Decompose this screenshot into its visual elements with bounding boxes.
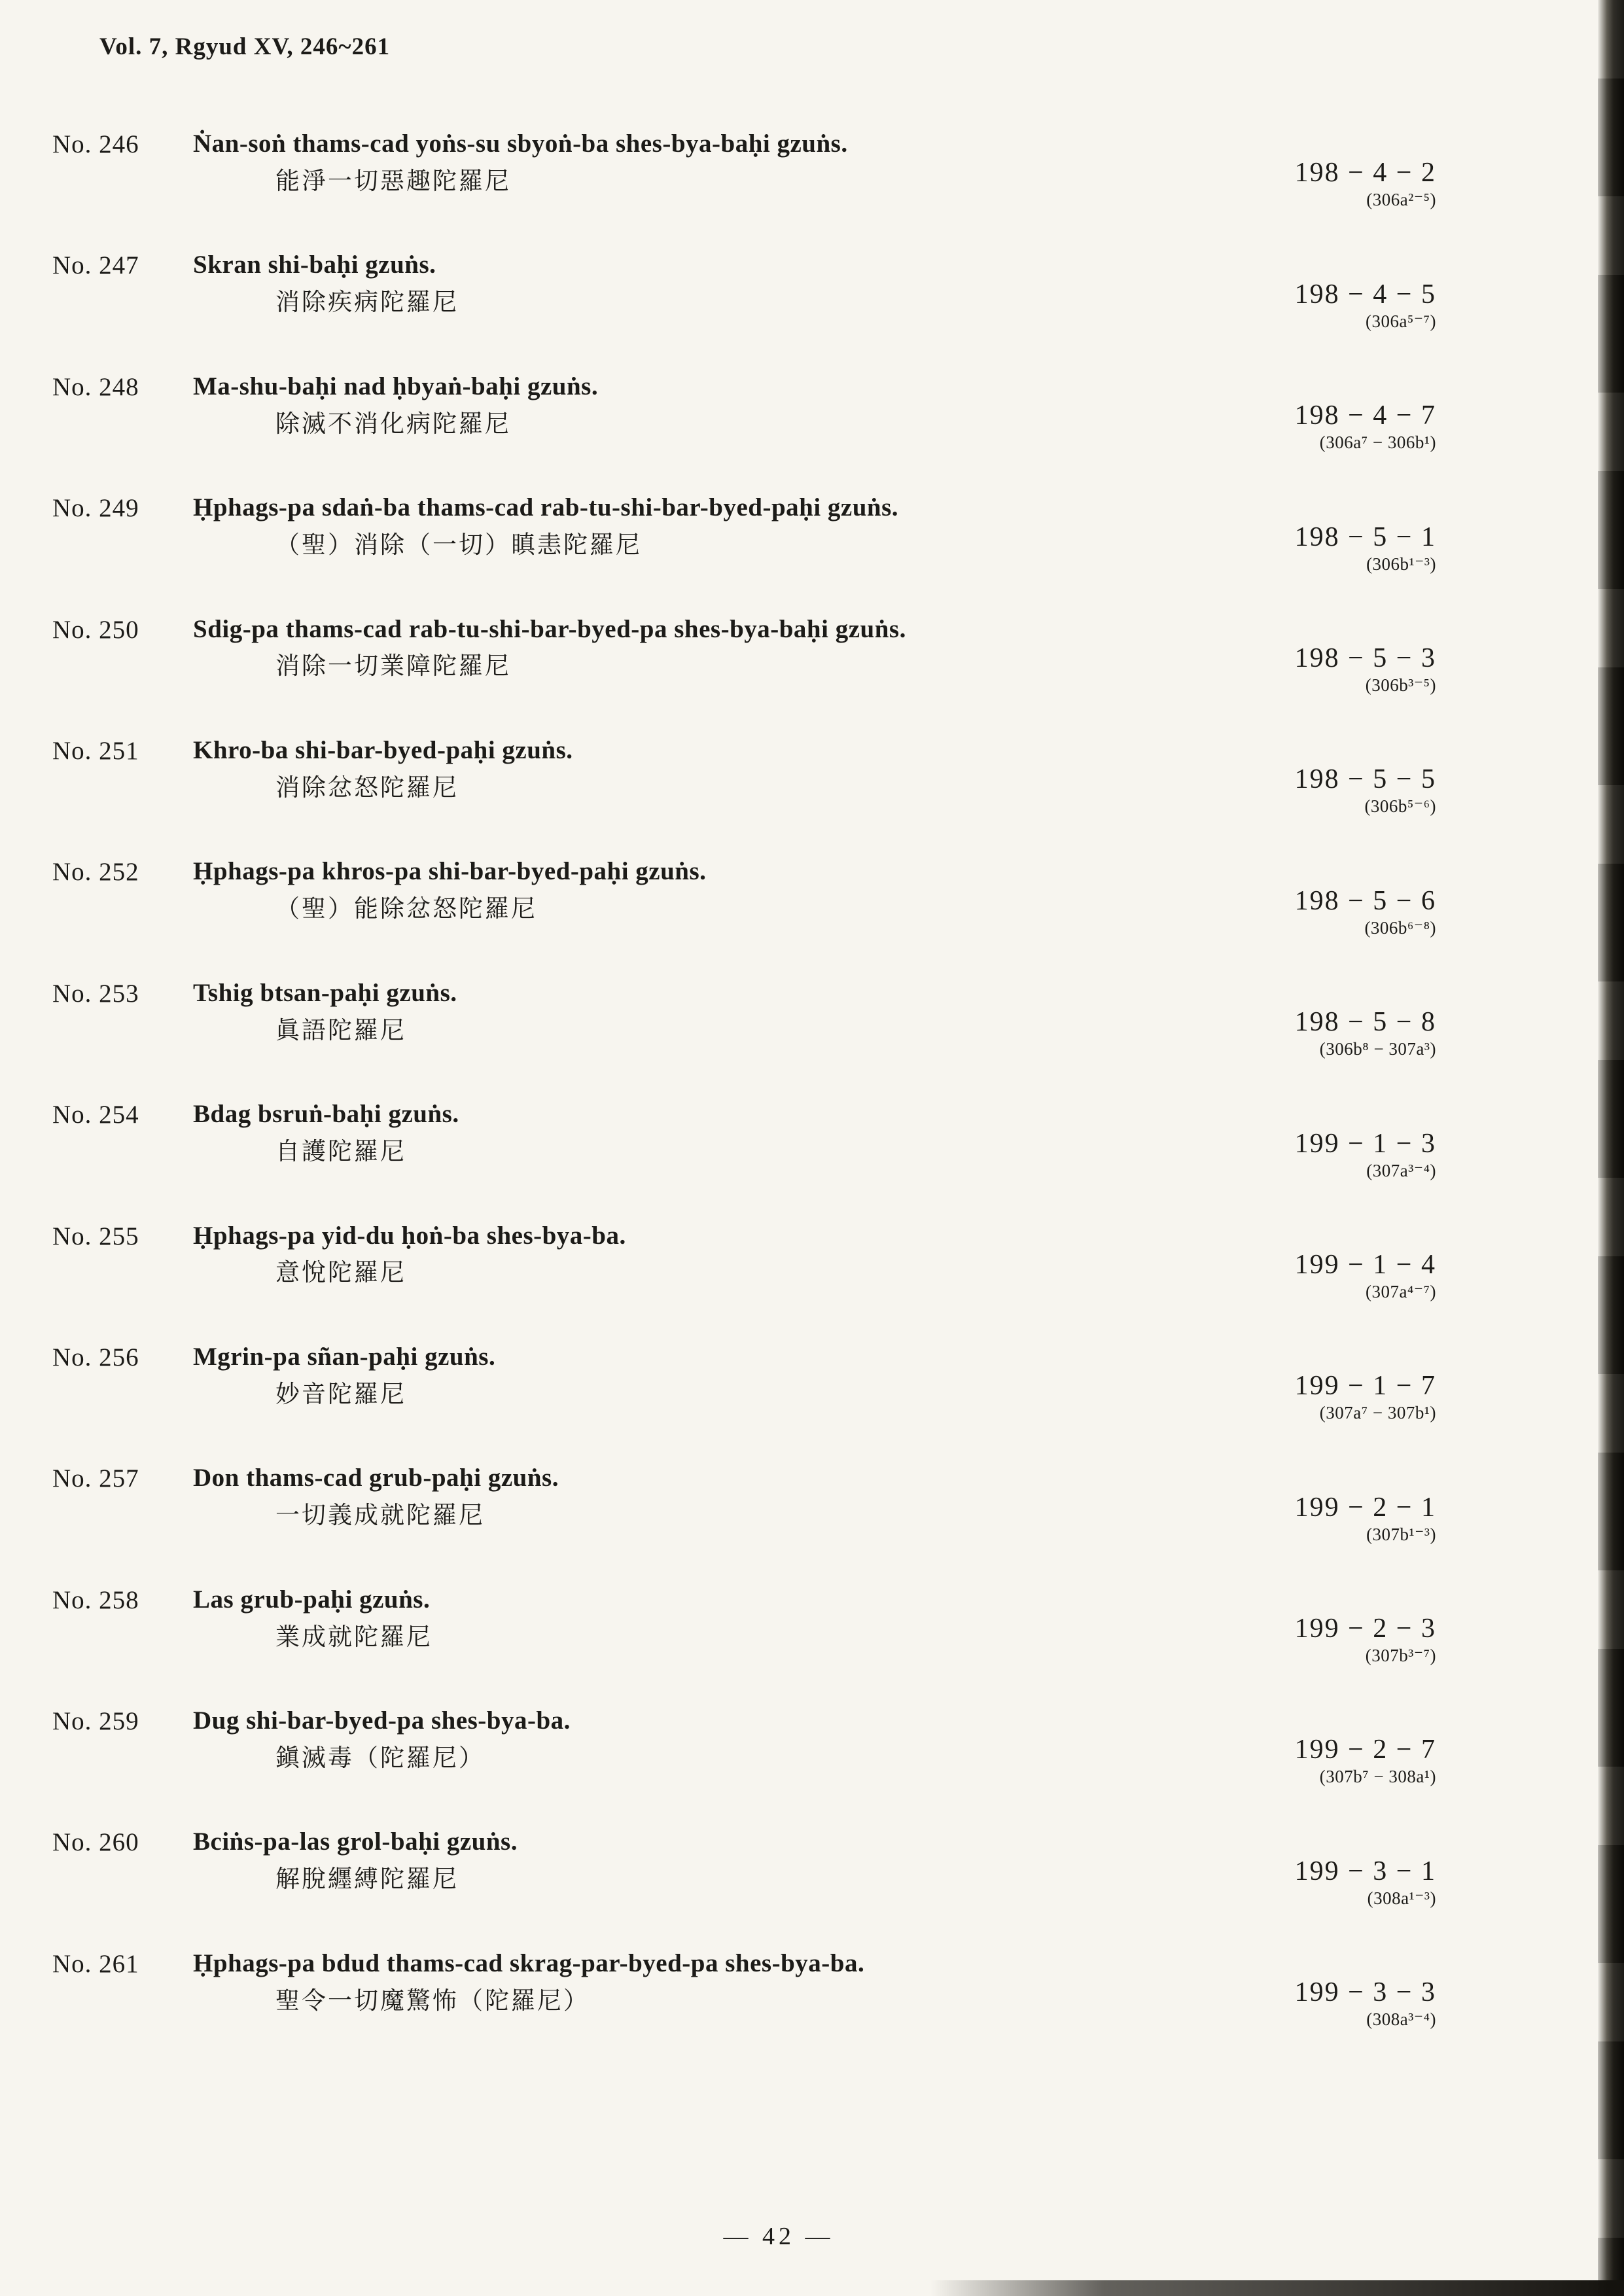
catalog-entry — [52, 1828, 1436, 1908]
catalog-entry — [52, 493, 1436, 574]
catalog-entry — [52, 1706, 1436, 1787]
entry-reference-block — [1220, 157, 1436, 210]
entry-reference-block — [1220, 643, 1436, 696]
entry-reference-number: 198 − 5 − 6 — [1294, 885, 1436, 916]
entry-chinese-title: 眞語陀羅尼 — [275, 1017, 406, 1044]
entry-number: No. 248 — [52, 372, 139, 401]
catalog-entry — [52, 978, 1436, 1059]
entry-number: No. 261 — [52, 1949, 139, 1978]
entry-chinese-title: 消除一切業障陀羅尼 — [275, 653, 511, 680]
entry-titles — [193, 372, 1220, 438]
entry-folio-range: (307b³⁻⁷) — [1365, 1646, 1436, 1666]
entry-tibetan-title: Don thams-cad grub-paḥi gzuṅs. — [193, 1464, 559, 1492]
entry-tibetan-title: Ma-shu-baḥi nad ḥbyaṅ-baḥi gzuṅs. — [193, 372, 599, 400]
entry-reference-block — [1220, 1492, 1436, 1545]
entry-reference-number: 198 − 4 − 2 — [1294, 158, 1436, 188]
catalog-entry — [52, 372, 1436, 453]
entry-reference-number: 199 − 2 − 1 — [1294, 1492, 1436, 1523]
entry-reference-block — [1220, 1977, 1436, 2030]
catalog-entry — [52, 1221, 1436, 1301]
entry-tibetan-title: Bdag bsruṅ-baḥi gzuṅs. — [193, 1100, 459, 1129]
entry-titles — [193, 1343, 1220, 1409]
entry-folio-range: (306b⁸ − 307a³) — [1319, 1039, 1436, 1059]
catalog-entry — [52, 251, 1436, 331]
entry-tibetan-title: Ḥphags-pa sdaṅ-ba thams-cad rab-tu-shi-bar-byed-paḥi gzuṅs. — [193, 493, 899, 522]
entry-list — [52, 130, 1436, 2070]
entry-folio-range: (306a⁷ − 306b¹) — [1319, 433, 1436, 453]
entry-reference-block — [1220, 521, 1436, 574]
entry-number: No. 251 — [52, 736, 139, 765]
entry-number: No. 247 — [52, 251, 139, 280]
entry-reference-number: 198 − 4 − 7 — [1294, 400, 1436, 431]
entry-chinese-title: 一切義成就陀羅尼 — [275, 1502, 485, 1530]
catalog-entry — [52, 130, 1436, 210]
entry-number: No. 254 — [52, 1101, 139, 1129]
entry-folio-range: (306a²⁻⁵) — [1366, 190, 1436, 210]
entry-reference-block — [1220, 1006, 1436, 1059]
page-header: Vol. 7, Rgyud XV, 246~261 — [99, 33, 391, 60]
scan-edge-artifact — [1598, 0, 1624, 2296]
entry-number: No. 246 — [52, 130, 139, 158]
entry-number: No. 256 — [52, 1343, 139, 1371]
entry-folio-range: (306b¹⁻³) — [1366, 554, 1436, 574]
entry-reference-block — [1220, 1734, 1436, 1787]
catalog-entry — [52, 1342, 1436, 1423]
entry-chinese-title: 鎭滅毒（陀羅尼） — [275, 1744, 485, 1772]
entry-titles — [193, 1585, 1220, 1651]
entry-titles — [193, 251, 1220, 317]
entry-reference-block — [1220, 1128, 1436, 1181]
entry-reference-block — [1220, 764, 1436, 817]
entry-folio-range: (306b⁵⁻⁶) — [1364, 796, 1436, 817]
entry-titles — [193, 130, 1220, 196]
entry-tibetan-title: Ḥphags-pa bdud thams-cad skrag-par-byed-pa shes-bya-ba. — [193, 1949, 865, 1977]
entry-number: No. 249 — [52, 494, 139, 523]
entry-number: No. 259 — [52, 1707, 139, 1736]
catalog-entry — [52, 1585, 1436, 1666]
scan-edge-texture — [1598, 0, 1624, 2296]
entry-titles — [193, 736, 1220, 802]
entry-number: No. 252 — [52, 858, 139, 887]
entry-reference-block — [1220, 1856, 1436, 1909]
entry-titles — [193, 979, 1220, 1045]
entry-folio-range: (307a⁷ − 307b¹) — [1319, 1403, 1436, 1423]
entry-tibetan-title: Dug shi-bar-byed-pa shes-bya-ba. — [193, 1706, 571, 1735]
entry-number: No. 250 — [52, 615, 139, 644]
entry-chinese-title: （聖）消除（一切）瞋恚陀羅尼 — [275, 532, 642, 559]
entry-titles — [193, 1464, 1220, 1530]
entry-titles — [193, 857, 1220, 923]
entry-reference-number: 199 − 2 − 3 — [1294, 1614, 1436, 1644]
entry-reference-number: 198 − 5 − 5 — [1294, 764, 1436, 795]
catalog-entry — [52, 735, 1436, 817]
entry-tibetan-title: Ḥphags-pa yid-du ḥoṅ-ba shes-bya-ba. — [193, 1221, 626, 1250]
entry-tibetan-title: Bciṅs-pa-las grol-baḥi gzuṅs. — [193, 1828, 518, 1856]
entry-tibetan-title: Ṅan-soṅ thams-cad yoṅs-su sbyoṅ-ba shes-bya-baḥi gzuṅs. — [193, 130, 848, 158]
entry-titles — [193, 493, 1220, 559]
entry-folio-range: (306a⁵⁻⁷) — [1365, 311, 1436, 331]
entry-folio-range: (306b⁶⁻⁸) — [1364, 917, 1436, 938]
page-number: — 42 — — [723, 2223, 834, 2250]
entry-number: No. 257 — [52, 1464, 139, 1493]
entry-chinese-title: 解脫纒縛陀羅尼 — [275, 1866, 459, 1894]
entry-chinese-title: 能淨一切惡趣陀羅尼 — [275, 168, 511, 195]
entry-number: No. 255 — [52, 1222, 139, 1250]
entry-folio-range: (308a³⁻⁴) — [1366, 2009, 1436, 2030]
entry-chinese-title: 消除忿怒陀羅尼 — [275, 774, 459, 802]
entry-reference-number: 199 − 1 − 3 — [1294, 1128, 1436, 1159]
entry-titles — [193, 615, 1220, 681]
entry-titles — [193, 1706, 1220, 1773]
entry-folio-range: (307b¹⁻³) — [1366, 1524, 1436, 1544]
entry-chinese-title: 消除疾病陀羅尼 — [275, 289, 459, 317]
entry-titles — [193, 1828, 1220, 1894]
entry-folio-range: (307b⁷ − 308a¹) — [1319, 1767, 1436, 1787]
entry-tibetan-title: Ḥphags-pa khros-pa shi-bar-byed-paḥi gzuṅs. — [193, 857, 707, 886]
catalog-entry — [52, 1949, 1436, 2030]
entry-tibetan-title: Skran shi-baḥi gzuṅs. — [193, 251, 436, 279]
entry-titles — [193, 1949, 1220, 2015]
entry-titles — [193, 1222, 1220, 1288]
entry-reference-number: 198 − 4 − 5 — [1294, 279, 1436, 309]
entry-tibetan-title: Khro-ba shi-bar-byed-paḥi gzuṅs. — [193, 735, 573, 764]
entry-reference-number: 198 − 5 − 1 — [1294, 521, 1436, 552]
entry-number: No. 258 — [52, 1585, 139, 1614]
entry-reference-block — [1220, 885, 1436, 938]
entry-reference-block — [1220, 1370, 1436, 1423]
entry-number: No. 253 — [52, 979, 139, 1008]
entry-reference-block — [1220, 1613, 1436, 1666]
catalog-entry — [52, 1464, 1436, 1544]
entry-tibetan-title: Sdig-pa thams-cad rab-tu-shi-bar-byed-pa shes-bya-baḥi gzuṅs. — [193, 614, 906, 643]
entry-tibetan-title: Las grub-paḥi gzuṅs. — [193, 1585, 431, 1614]
entry-reference-number: 199 − 2 − 7 — [1294, 1735, 1436, 1765]
entry-chinese-title: 業成就陀羅尼 — [275, 1623, 432, 1651]
entry-reference-number: 198 − 5 − 8 — [1294, 1007, 1436, 1038]
entry-tibetan-title: Tshig btsan-paḥi gzuṅs. — [193, 978, 457, 1007]
entry-chinese-title: 除滅不消化病陀羅尼 — [275, 410, 511, 438]
entry-folio-range: (307a³⁻⁴) — [1366, 1160, 1436, 1180]
entry-reference-block — [1220, 279, 1436, 332]
catalog-entry — [52, 614, 1436, 695]
entry-reference-block — [1220, 400, 1436, 453]
catalog-entry — [52, 857, 1436, 938]
entry-reference-number: 199 − 3 − 1 — [1294, 1856, 1436, 1886]
catalog-entry — [52, 1100, 1436, 1180]
entry-folio-range: (308a¹⁻³) — [1367, 1888, 1436, 1908]
entry-reference-number: 199 − 3 − 3 — [1294, 1977, 1436, 2008]
entry-chinese-title: 聖令一切魔驚怖（陀羅尼） — [275, 1987, 590, 2015]
entry-reference-number: 199 − 1 − 7 — [1294, 1371, 1436, 1402]
entry-chinese-title: 自護陀羅尼 — [275, 1138, 406, 1165]
entry-number: No. 260 — [52, 1828, 139, 1857]
entry-folio-range: (307a⁴⁻⁷) — [1365, 1281, 1436, 1301]
entry-chinese-title: 妙音陀羅尼 — [275, 1381, 406, 1408]
entry-reference-block — [1220, 1249, 1436, 1302]
entry-reference-number: 199 − 1 − 4 — [1294, 1249, 1436, 1280]
entry-chinese-title: 意悅陀羅尼 — [275, 1260, 406, 1287]
entry-titles — [193, 1100, 1220, 1166]
entry-reference-number: 198 − 5 − 3 — [1294, 643, 1436, 673]
entry-tibetan-title: Mgrin-pa sñan-paḥi gzuṅs. — [193, 1342, 496, 1371]
entry-chinese-title: （聖）能除忿怒陀羅尼 — [275, 896, 537, 923]
scan-bottom-artifact — [930, 2280, 1624, 2296]
entry-folio-range: (306b³⁻⁵) — [1365, 675, 1436, 695]
